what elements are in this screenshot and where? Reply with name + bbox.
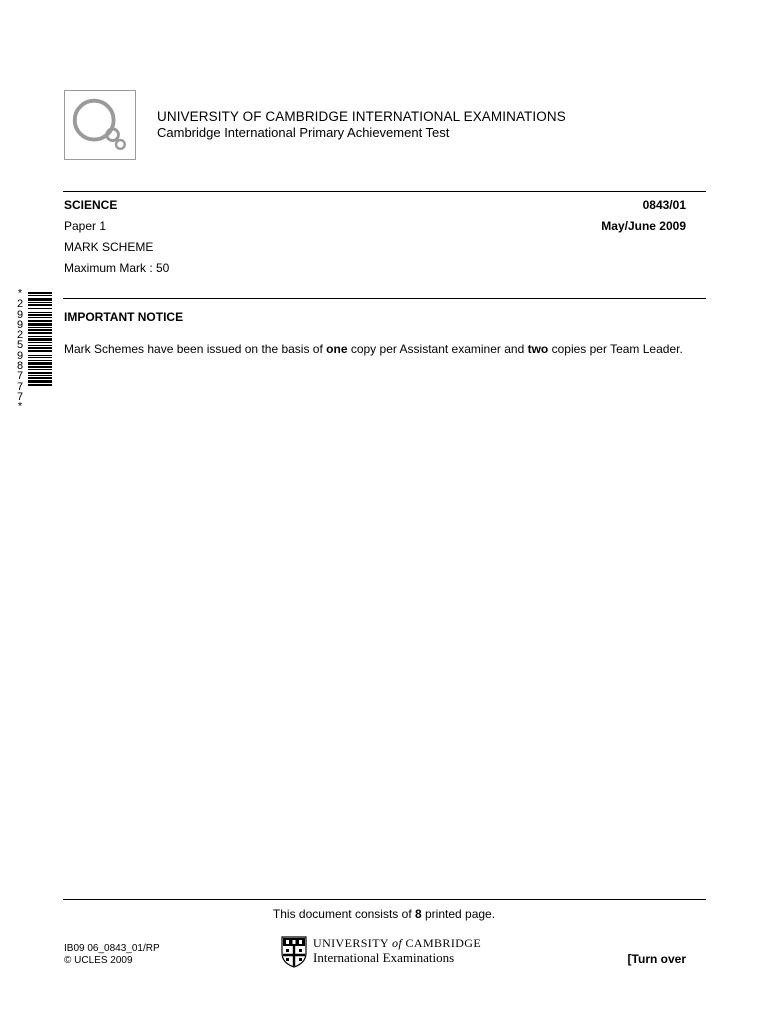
divider-bottom [63, 899, 706, 900]
barcode-bar [28, 362, 52, 365]
notice-text: Mark Schemes have been issued on the basis of [64, 342, 327, 356]
barcode-bars [28, 292, 52, 428]
subject-label: SCIENCE [64, 198, 118, 212]
barcode-bar [28, 304, 52, 306]
cie-logo [64, 90, 136, 160]
divider-top [63, 191, 706, 192]
brand-text: UNIVERSITY [313, 936, 392, 950]
barcode-bar [28, 323, 52, 326]
document-code-block [64, 943, 160, 967]
barcode-bar [28, 302, 52, 303]
brand-text-italic: of [391, 936, 403, 950]
document-code: IB09 06_0843_01/RP [64, 943, 160, 954]
barcode-bar [28, 314, 52, 316]
barcode-bar [28, 342, 52, 343]
exam-session: May/June 2009 [601, 219, 686, 233]
page-count-text: This document consists of [272, 907, 415, 921]
barcode-bar [28, 317, 52, 318]
barcode-bar [28, 292, 52, 294]
document-type: MARK SCHEME [64, 240, 154, 254]
barcode-bar [28, 320, 52, 322]
barcode-bar [28, 357, 52, 358]
barcode-bar [28, 375, 52, 376]
barcode-bar [28, 298, 52, 301]
barcode-bar [28, 372, 52, 374]
barcode-bar [28, 308, 52, 309]
barcode-bar [28, 312, 52, 313]
barcode-bar [28, 327, 52, 328]
barcode-bar [28, 295, 52, 296]
turn-over-label: [Turn over [627, 952, 686, 966]
cambridge-brand-line2: International Examinations [313, 950, 455, 965]
notice-text: copy per Assistant examiner and [347, 342, 528, 356]
magnifier-bubbles-icon [65, 91, 135, 159]
barcode-bar [28, 380, 52, 383]
page-count-note [0, 907, 768, 921]
header-title: UNIVERSITY OF CAMBRIDGE INTERNATIONAL EXAMINATIONS [157, 109, 566, 124]
barcode-bar [28, 350, 52, 352]
cambridge-crest-icon [281, 936, 307, 968]
paper-code: 0843/01 [642, 198, 686, 212]
barcode-bar [28, 377, 52, 379]
brand-text: CAMBRIDGE [402, 936, 482, 950]
barcode-bar [28, 332, 52, 334]
barcode-bar [28, 360, 52, 361]
barcode-bar [28, 338, 52, 341]
barcode-bar [28, 369, 52, 370]
page-count-number: 8 [414, 907, 422, 921]
notice-emphasis: two [527, 342, 549, 356]
paper-number: Paper 1 [64, 219, 107, 233]
copyright: © UCLES 2009 [64, 955, 133, 966]
barcode-bar [28, 329, 52, 331]
barcode-bar [28, 336, 52, 337]
barcode-bar [28, 347, 52, 349]
page-count-text: printed page. [421, 907, 496, 921]
maximum-mark: Maximum Mark : 50 [64, 261, 170, 275]
divider-middle [63, 298, 706, 299]
barcode-digits: * 2 9 9 2 5 9 8 7 7 7 * [16, 289, 24, 415]
barcode-bar [28, 366, 52, 368]
header-subtitle: Cambridge International Primary Achievement Test [157, 125, 450, 140]
notice-title: IMPORTANT NOTICE [64, 310, 184, 324]
barcode-bar [28, 355, 52, 356]
barcode-bar [28, 384, 52, 386]
cambridge-brand-line1 [313, 936, 481, 951]
notice-body [64, 342, 692, 357]
barcode-bar [28, 345, 52, 346]
notice-text: copies per Team Leader. [548, 342, 683, 356]
notice-emphasis: one [326, 342, 348, 356]
